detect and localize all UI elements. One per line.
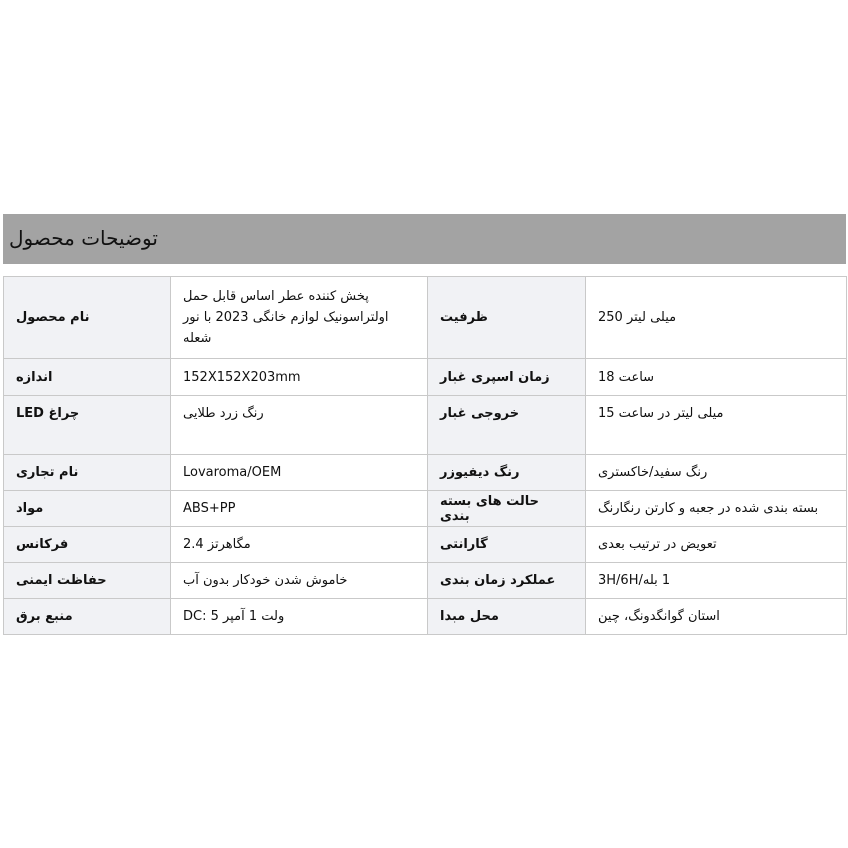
value-led-light: رنگ زرد طلایی (171, 396, 428, 455)
table-row (4, 359, 847, 396)
table-row (4, 277, 847, 359)
value-size: 152X152X203mm (171, 359, 428, 396)
table-row (4, 527, 847, 563)
table-row (4, 455, 847, 491)
value-spray-time: ساعت 18 (586, 359, 847, 396)
value-line: اولتراسونیک لوازم خانگی 2023 با نور (183, 310, 389, 325)
label-spray-time: زمان اسپری غبار (428, 359, 586, 396)
value-packaging: بسته بندی شده در جعبه و کارتن رنگارنگ (586, 491, 847, 527)
product-spec-table (3, 276, 847, 635)
label-power-source: منبع برق (4, 599, 171, 635)
label-safety: حفاظت ایمنی (4, 563, 171, 599)
value-timer: 1 بله/3H/6H (586, 563, 847, 599)
value-frequency: مگاهرتز 2.4 (171, 527, 428, 563)
value-product-name (171, 277, 428, 359)
label-timer: عملکرد زمان بندی (428, 563, 586, 599)
label-frequency: فرکانس (4, 527, 171, 563)
table-row (4, 599, 847, 635)
value-safety: خاموش شدن خودکار بدون آب (171, 563, 428, 599)
table-row (4, 563, 847, 599)
value-mist-output: میلی لیتر در ساعت 15 (586, 396, 847, 455)
value-material: ABS+PP (171, 491, 428, 527)
label-product-name: نام محصول (4, 277, 171, 359)
table-row (4, 491, 847, 527)
value-line: شعله (183, 331, 212, 346)
value-warranty: تعویض در ترتیب بعدی (586, 527, 847, 563)
label-capacity: ظرفیت (428, 277, 586, 359)
label-led-light: چراغ LED (4, 396, 171, 455)
section-header (3, 214, 846, 264)
label-warranty: گارانتی (428, 527, 586, 563)
section-title: توضیحات محصول (9, 226, 158, 250)
label-material: مواد (4, 491, 171, 527)
label-mist-output: خروجی غبار (428, 396, 586, 455)
value-line: پخش کننده عطر اساس قابل حمل (183, 289, 369, 304)
value-power-source: ولت 1 آمپر DC: 5 (171, 599, 428, 635)
table-row (4, 396, 847, 455)
value-origin: استان گوانگدونگ، چین (586, 599, 847, 635)
label-diffuser-color: رنگ دیفیوزر (428, 455, 586, 491)
value-brand: Lovaroma/OEM (171, 455, 428, 491)
value-capacity: میلی لیتر 250 (586, 277, 847, 359)
label-brand: نام تجاری (4, 455, 171, 491)
value-diffuser-color: رنگ سفید/خاکستری (586, 455, 847, 491)
label-packaging: حالت های بسته بندی (428, 491, 586, 527)
label-size: اندازه (4, 359, 171, 396)
label-origin: محل مبدا (428, 599, 586, 635)
